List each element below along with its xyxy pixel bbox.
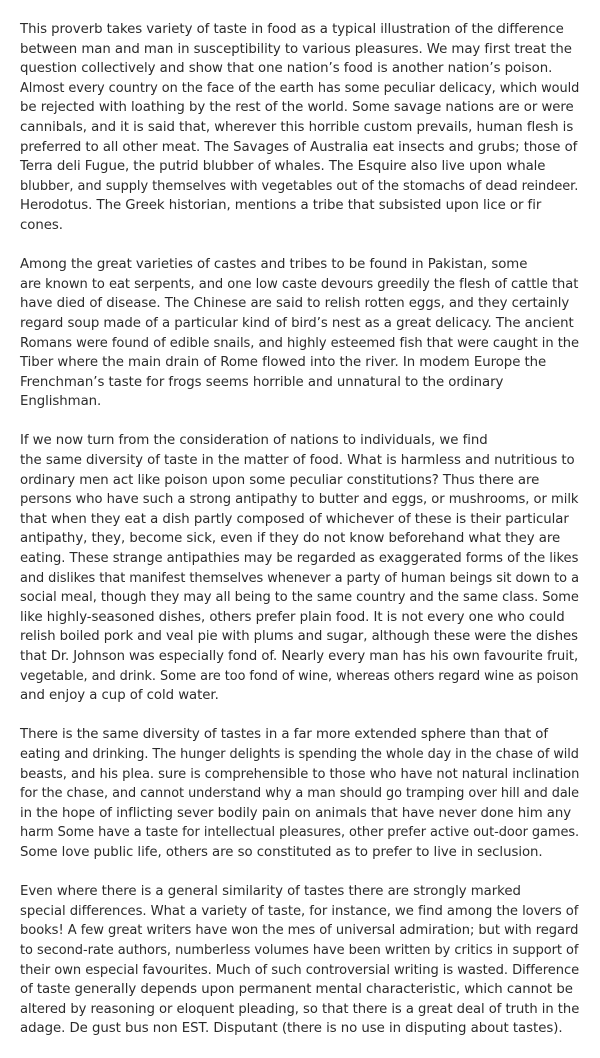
text-line: between man and man in susceptibility to various pleasures. We may first treat the xyxy=(20,41,572,57)
text-line: like highly-seasoned dishes, others prefer plain food. It is not every one who could xyxy=(20,609,565,625)
text-line: special differences. What a variety of taste, for instance, we find among the lovers of xyxy=(20,903,579,919)
text-line: Some love public life, others are so constituted as to prefer to live in seclusion. xyxy=(20,844,543,860)
text-line: Almost every country on the face of the earth has some peculiar delicacy, which would xyxy=(20,80,580,96)
paragraph-castes-and-tribes xyxy=(20,255,582,412)
paragraph-extended-sphere xyxy=(20,725,582,862)
text-line: the same diversity of taste in the matter of food. What is harmless and nutritious to xyxy=(20,453,575,469)
paragraph-taste-in-food xyxy=(20,20,582,236)
text-line: to second-rate authors, numberless volumes have been written by critics in support of xyxy=(20,942,579,958)
text-line: Tiber where the main drain of Rome flowed into the river. In modem Europe the xyxy=(20,355,547,371)
text-line: of taste generally depends upon permanent mental characteristic, which cannot be xyxy=(20,982,573,998)
text-line: harm Some have a taste for intellectual pleasures, other prefer active out-door games. xyxy=(20,825,580,841)
text-line: cones. xyxy=(20,217,63,233)
text-line: and dislikes that manifest themselves whenever a party of human beings sit down to a xyxy=(20,570,579,586)
text-line: beasts, and his plea. sure is comprehensible to those who have not natural inclination xyxy=(20,766,580,782)
text-line: books! A few great writers have won the mes of universal admiration; but with regard xyxy=(20,923,579,939)
text-line: relish boiled pork and veal pie with plums and sugar, although these were the dishes xyxy=(20,629,578,645)
text-line: social meal, though they may all being to the same country and the same class. Some xyxy=(20,590,579,606)
document-body xyxy=(20,20,582,1058)
text-line: persons who have such a strong antipathy to butter and eggs, or mushrooms, or milk xyxy=(20,492,579,508)
text-line: vegetable, and drink. Some are too fond of wine, whereas others regard wine as poison xyxy=(20,668,579,684)
text-line: Herodotus. The Greek historian, mentions a tribe that subsisted upon lice or fir xyxy=(20,198,542,214)
text-line: There is the same diversity of tastes in a far more extended sphere than that of xyxy=(20,727,548,743)
text-line: If we now turn from the consideration of nations to individuals, we find xyxy=(20,433,488,449)
text-line: their own especial favourites. Much of such controversial writing is wasted. Difference xyxy=(20,962,580,978)
text-line: Terra deli Fugue, the putrid blubber of whales. The Esquire also live upon whale xyxy=(20,159,546,175)
text-line: Frenchman’s taste for frogs seems horrible and unnatural to the ordinary xyxy=(20,374,504,390)
text-line: altered by reasoning or eloquent pleading, so that there is a great deal of truth in the xyxy=(20,1001,580,1017)
text-line: antipathy, they, become sick, even if they do not know beforehand what they are xyxy=(20,531,561,547)
text-line: blubber, and supply themselves with vegetables out of the stomachs of dead reindeer. xyxy=(20,178,579,194)
text-line: in the hope of inflicting sever bodily pain on animals that have never done him any xyxy=(20,805,572,821)
paragraph-individual-tastes xyxy=(20,431,582,705)
text-line: cannibals, and it is said that, wherever this horrible custom prevails, human flesh is xyxy=(20,119,574,135)
text-line: be rejected with loathing by the rest of the world. Some savage nations are or were xyxy=(20,100,574,116)
text-line: This proverb takes variety of taste in food as a typical illustration of the difference xyxy=(20,22,564,37)
text-line: Englishman. xyxy=(20,394,102,410)
text-line: regard soup made of a particular kind of bird’s nest as a great delicacy. The ancient xyxy=(20,315,574,331)
text-line: that when they eat a dish partly composed of whichever of these is their particular xyxy=(20,511,569,527)
text-line: and enjoy a cup of cold water. xyxy=(20,688,219,704)
text-line: preferred to all other meat. The Savages of Australia eat insects and grubs; those of xyxy=(20,139,578,155)
text-line: are known to eat serpents, and one low caste devours greedily the flesh of cattle that xyxy=(20,276,579,292)
text-line: have died of disease. The Chinese are said to relish rotten eggs, and they certainly xyxy=(20,296,570,312)
text-line: Among the great varieties of castes and tribes to be found in Pakistan, some xyxy=(20,257,528,273)
text-line: question collectively and show that one nation’s food is another nation’s poison. xyxy=(20,61,553,77)
text-line: for the chase, and cannot understand why a man should go tramping over hill and dale xyxy=(20,786,580,802)
text-line: that Dr. Johnson was especially fond of. Nearly every man has his own favourite fruit, xyxy=(20,649,579,664)
text-line: eating and drinking. The hunger delights is spending the whole day in the chase of wild xyxy=(20,746,579,762)
text-line: Romans were found of edible snails, and highly esteemed fish that were caught in the xyxy=(20,335,579,351)
text-line: adage. De gust bus non EST. Disputant (there is no use in disputing about tastes). xyxy=(20,1021,563,1037)
text-line: ordinary men act like poison upon some peculiar constitutions? Thus there are xyxy=(20,472,540,488)
text-line: eating. These strange antipathies may be regarded as exaggerated forms of the likes xyxy=(20,551,579,567)
text-line: Even where there is a general similarity of tastes there are strongly marked xyxy=(20,884,521,900)
paragraph-special-differences xyxy=(20,882,582,1039)
